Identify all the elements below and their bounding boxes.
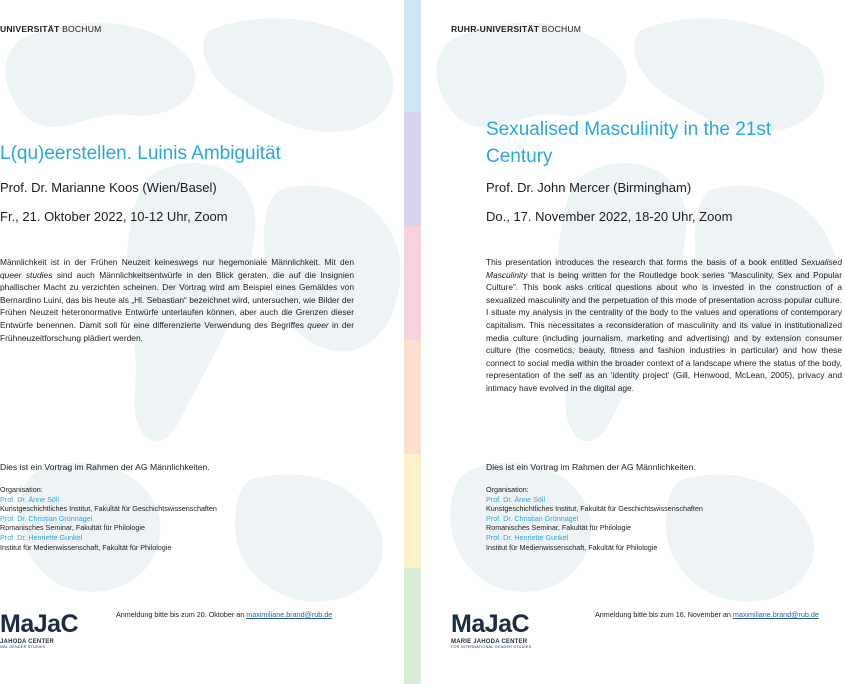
organizer-affiliation: Kunstgeschichtliches Institut, Fakultät für Geschichtswissenschaften <box>0 504 217 514</box>
logo-mark: MaJaC <box>0 610 79 638</box>
talk-date: Do., 17. November 2022, 18-20 Uhr, Zoom <box>486 209 733 224</box>
organizer-name: Prof. Dr. Änne Söll <box>0 494 60 504</box>
abstract-text: sind auch Männlichkeitsentwürfe in den Blick geraten, die auf die Insignien phallischer Macht zu verzichten scheinen. Der Vortrag wird am Beispiel eines Gemäldes von Bernardino Luini, das bis heute als „Hl. Sebastian“ bezeichnet wird, untersuchen, wie Bilder der Frühen Neuzeit heteronormative Entwürfe unterlaufen können, aber auch die Grenzen dieser Entwürfe benennen. Damit soll für eine differenzierte Verwendung des Begriffes <box>0 269 354 330</box>
university-header <box>0 24 101 34</box>
abstract-text: This presentation introduces the research that forms the basis of a book entitled <box>486 257 802 267</box>
stripe-segment <box>404 340 421 454</box>
organizer-name: Prof. Dr. Henriette Gunkel <box>0 532 83 542</box>
university-name-rest: BOCHUM <box>539 24 582 34</box>
registration-text: Anmeldung bitte bis zum 16. November an <box>595 610 733 619</box>
abstract-emphasis: queer studies <box>0 269 53 280</box>
organizer-name: Prof. Dr. Christian Grünnagel <box>486 513 579 523</box>
registration-text: Anmeldung bitte bis zum 20. Oktober an <box>116 610 247 619</box>
abstract-emphasis: Sexualised Masculinity <box>486 257 842 280</box>
series-note: Dies ist ein Vortrag im Rahmen der AG Männlichkeiten. <box>0 462 210 472</box>
majac-logo <box>451 612 531 649</box>
speaker-name: Prof. Dr. John Mercer (Birmingham) <box>486 180 692 195</box>
stripe-segment <box>404 0 421 112</box>
registration-email-link[interactable]: maximiliane.brand@rub.de <box>732 610 819 619</box>
logo-line2: NAL GENDER STUDIES <box>0 645 46 649</box>
organizer-affiliation: Institut für Medienwissenschaft, Fakultät für Philologie <box>486 542 658 552</box>
talk-title: Sexualised Masculinity in the 21st Century <box>486 119 772 167</box>
stripe-segment <box>404 112 421 226</box>
logo-line2: FOR INTERNATIONAL GENDER STUDIES <box>451 645 532 649</box>
organizers-label: Organisation: <box>0 485 43 494</box>
registration-email-link[interactable]: maximiliane.brand@rub.de <box>246 610 333 619</box>
university-name-rest: BOCHUM <box>59 24 102 34</box>
registration-info <box>595 610 819 619</box>
organizer-name: Prof. Dr. Änne Söll <box>486 494 546 504</box>
university-name-bold: RUHR-UNIVERSITÄT <box>451 24 540 34</box>
abstract-emphasis: queer <box>307 319 329 330</box>
logo-line1: JAHODA CENTER <box>0 639 55 645</box>
abstract-text: in der Frühneuzeitforschung plädiert werden. <box>0 319 354 343</box>
organizer-name: Prof. Dr. Christian Grünnagel <box>0 513 93 523</box>
organizer-affiliation: Romanisches Seminar, Fakultät für Philologie <box>486 523 632 533</box>
series-note: Dies ist ein Vortrag im Rahmen der AG Männlichkeiten. <box>486 462 696 472</box>
speaker-name: Prof. Dr. Marianne Koos (Wien/Basel) <box>0 180 217 195</box>
poster-left <box>0 0 404 684</box>
color-stripe-divider <box>404 0 421 684</box>
abstract-text: Männlichkeit ist in der Frühen Neuzeit keineswegs nur hegemoniale Männlichkeit. Mit den <box>0 257 354 267</box>
talk-title: L(qu)eerstellen. Luinis Ambiguität <box>0 143 281 164</box>
organizer-name: Prof. Dr. Henriette Gunkel <box>486 532 569 542</box>
logo-line1: MARIE JAHODA CENTER <box>451 639 528 645</box>
stripe-segment <box>404 568 421 684</box>
organizer-affiliation: Kunstgeschichtliches Institut, Fakultät für Geschichtswissenschaften <box>486 504 703 514</box>
talk-date: Fr., 21. Oktober 2022, 10-12 Uhr, Zoom <box>0 209 228 224</box>
university-header <box>451 24 581 34</box>
talk-abstract <box>486 256 842 395</box>
majac-logo <box>0 612 78 649</box>
university-name-bold: UNIVERSITÄT <box>0 24 60 34</box>
talk-abstract <box>0 256 354 344</box>
abstract-text: that is being written for the Routledge book series “Masculinity, Sex and Popular Culture”. This book asks critical questions about who is invested in the construction of a sexualized masculinity and the perpetuation of this mode of presentation across popular culture. I situate my analysis in the centrality of the body to the values and operations of contemporary capitalism. This necessitates a reconsideration of masculinity and its value in institutionalized media culture (including journalism, marketing and advertising) and by extension consumer culture (the cosmetics, beauty, fitness and fashion industries in particular) and how these connect to social media within the broader context of a landscape where the status of the body, representation of the self as an ‘identity project’ (Gill, Henwood, McLean, 2005), privacy and intimacy have evolved in the digital age. <box>486 269 842 393</box>
registration-info <box>116 610 332 619</box>
organizers-label: Organisation: <box>486 485 529 494</box>
organizer-affiliation: Institut für Medienwissenschaft, Fakultät für Philologie <box>0 542 172 552</box>
logo-mark: MaJaC <box>451 610 530 638</box>
organizer-affiliation: Romanisches Seminar, Fakultät für Philologie <box>0 523 146 533</box>
stripe-segment <box>404 454 421 568</box>
organizers-block <box>0 485 217 552</box>
organizers-block <box>486 485 703 552</box>
stripe-segment <box>404 226 421 340</box>
poster-right <box>421 0 845 684</box>
